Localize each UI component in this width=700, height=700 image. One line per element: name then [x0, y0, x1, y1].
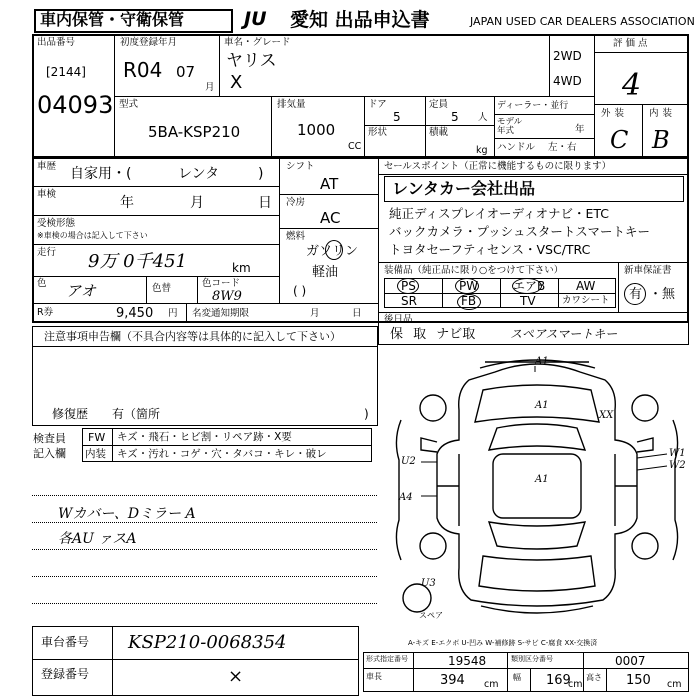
repair-close: ): [364, 407, 369, 421]
equipment-ps-circle: [397, 278, 419, 294]
notes-label: 注意事項申告欄（不具合内容等は具体的に記入して下さい）: [44, 330, 341, 343]
rear-right-wheel-icon: [632, 533, 658, 559]
handwritten-note-2: 各AU ァスA: [58, 531, 137, 547]
color-label: 色: [37, 278, 47, 289]
receipt-label: 受検形態: [37, 218, 76, 229]
name-change-day: 日: [352, 308, 362, 319]
equipment-seat: カワシート: [562, 295, 610, 306]
equipment-tv: TV: [520, 294, 536, 308]
equipment-sr: SR: [401, 294, 417, 308]
aircon-value: AC: [320, 209, 341, 227]
aircon-label: 冷房: [286, 197, 306, 208]
name-change-label: 名変通知期限: [192, 308, 250, 319]
model-year-label: モデル年式: [497, 117, 523, 136]
recycle-label: R券: [37, 307, 54, 318]
plate-value: ×: [228, 666, 244, 687]
sales-headline: レンタカー会社出品: [392, 179, 535, 198]
dealer-label: ディーラー・並行: [497, 101, 569, 111]
capacity-unit: kg: [476, 145, 488, 156]
equipment-label: 装備品（純正品に限り○をつけて下さい）: [384, 265, 564, 276]
lot-label: 出品番号: [37, 37, 76, 48]
spec-class-no: 0007: [615, 654, 646, 668]
spec-height-label: 高さ: [586, 673, 602, 682]
storage-label: 車内保管・守衛保管: [40, 10, 185, 29]
inspection-day: 日: [258, 195, 272, 211]
recycle-value: 9,450: [116, 306, 154, 321]
handwritten-note-1: Wカバー、Dミラー A: [58, 506, 196, 522]
registration-month: 07: [176, 63, 196, 81]
fuel-label: 燃料: [286, 231, 306, 242]
accessories-handwritten: スペアスマートキー: [510, 327, 618, 341]
color-code-value: 8W9: [212, 289, 242, 304]
mark-front-right: XX: [599, 410, 614, 421]
drive-4wd: 4WD: [553, 74, 582, 88]
inspection-month: 月: [190, 195, 204, 211]
mark-roof: A1: [535, 474, 549, 485]
color-code-label: 色コード: [202, 278, 241, 289]
inspector-label-1: 検査員: [33, 432, 66, 445]
warranty-label: 新車保証書: [624, 265, 672, 276]
mark-rear-left: U3: [421, 578, 436, 589]
mileage-value: 9万 0千451: [88, 251, 187, 272]
handle-options: 左・右: [548, 142, 577, 153]
equipment-fb-circle: [457, 294, 481, 310]
shift-value: AT: [320, 175, 339, 193]
mileage-label: 走行: [37, 247, 57, 258]
mark-right-rear-door: W2: [669, 460, 686, 471]
sales-line-1: 純正ディスプレイオーディオナビ・ETC: [389, 206, 610, 221]
displacement-unit: CC: [348, 141, 362, 152]
spec-width-unit: cm: [568, 679, 583, 690]
equipment-aw: AW: [576, 279, 596, 293]
repair-value: 有（箇所: [112, 407, 161, 421]
repair-label: 修復歴: [52, 407, 89, 421]
spec-height: 150: [626, 673, 651, 688]
chassis-label: 車台番号: [41, 635, 90, 649]
sales-points-label: セールスポイント（正常に機能するものに限ります）: [384, 161, 612, 172]
warranty-circle-mark: [624, 283, 646, 305]
front-right-wheel-icon: [632, 395, 658, 421]
inspector-fw: FW: [88, 431, 106, 444]
spec-length-unit: cm: [484, 679, 499, 690]
model-label: 車名・グレード: [224, 37, 291, 48]
doors-label: ドア: [368, 99, 387, 110]
displacement-value: 1000: [297, 121, 336, 139]
history-close: ): [258, 166, 264, 182]
displacement-label: 排気量: [277, 99, 306, 110]
equipment-pw: PW: [459, 279, 479, 293]
inspector-interior-text: キズ・汚れ・コゲ・穴・タバコ・キレ・破レ: [117, 448, 327, 460]
fuel-diesel: 軽油: [312, 265, 339, 280]
exterior-label: 外装: [601, 108, 629, 119]
registration-label: 初度登録年月: [120, 37, 178, 48]
capacity-label: 積載: [429, 127, 449, 138]
equipment-pw-circle: [455, 278, 479, 294]
inspection-year: 年: [120, 195, 134, 211]
type-value: 5BA-KSP210: [148, 123, 241, 141]
history-label: 車歴: [37, 161, 57, 172]
form-title: 愛知 出品申込書: [290, 9, 430, 31]
lot-number: 04093: [37, 91, 114, 119]
rear-left-wheel-icon: [420, 533, 446, 559]
spec-length: 394: [440, 673, 465, 688]
car-damage-diagram: [385, 350, 690, 630]
registration-month-unit: 月: [205, 82, 215, 93]
mark-front-bumper: A1: [535, 356, 549, 367]
shape-label: 形状: [368, 127, 388, 138]
inspection-label: 車検: [37, 189, 57, 200]
spec-width: 169: [546, 673, 571, 688]
mark-hood: A1: [535, 400, 549, 411]
spec-type-no: 19548: [448, 654, 487, 668]
fuel-gasoline: ガソリン: [306, 244, 359, 259]
damage-legend: A-キズ E-エクボ U-凹み W-補修跡 S-サビ C-腐食 XX-交換済: [408, 639, 598, 647]
registration-year: R04: [123, 58, 163, 82]
interior-label: 内装: [649, 108, 677, 119]
ju-logo: JU: [244, 8, 267, 30]
inspector-fw-text: キズ・飛石・ヒビ割・リペア跡・X要: [117, 431, 292, 443]
fuel-circle-mark: [325, 240, 343, 260]
recycle-unit: 円: [168, 308, 178, 319]
warranty-no: ・無: [649, 287, 676, 302]
spec-width-label: 幅: [513, 673, 521, 682]
spec-length-label: 車長: [366, 672, 382, 681]
accessories-items: 保 取 ナビ取: [390, 327, 476, 342]
association-name: JAPAN USED CAR DEALERS ASSOCIATION: [470, 15, 695, 28]
doors-value: 5: [393, 110, 401, 124]
color-change-label: 色替: [152, 283, 172, 294]
plate-label: 登録番号: [41, 667, 90, 681]
mark-right-front-door: W1: [669, 448, 686, 459]
mileage-unit: km: [232, 261, 251, 275]
spec-type-no-label: 形式指定番号: [366, 655, 408, 663]
inspector-label-2: 記入欄: [33, 447, 66, 460]
model-grade: X: [230, 72, 243, 93]
mark-spare: スペア: [419, 611, 443, 620]
equipment-fb: FB: [461, 294, 477, 308]
front-left-wheel-icon: [420, 395, 446, 421]
equipment-ps: PS: [401, 279, 416, 293]
spec-class-label: 類別区分番号: [511, 655, 553, 663]
mark-left-rear-door: A4: [399, 492, 413, 503]
model-year-unit: 年: [575, 124, 585, 135]
interior-grade: B: [652, 126, 670, 154]
seats-value: 5: [451, 110, 459, 124]
seats-unit: 人: [478, 112, 488, 123]
equipment-airbag-circle: [512, 278, 542, 294]
accessories-label: 後日品: [384, 314, 413, 325]
history-value: 自家用・(: [70, 166, 132, 182]
color-value: アオ: [66, 282, 96, 300]
chassis-value: KSP210-0068354: [128, 632, 287, 653]
receipt-note: ※車検の場合は記入して下さい: [37, 231, 148, 240]
type-label: 型式: [119, 99, 139, 110]
equipment-airbag: エアB: [513, 279, 546, 293]
inspector-interior: 内装: [85, 448, 106, 460]
warranty-yes: 有: [629, 287, 643, 302]
exterior-grade: C: [610, 126, 629, 154]
name-change-month: 月: [310, 308, 320, 319]
lot-sub-number: [2144]: [46, 65, 86, 79]
seats-label: 定員: [429, 99, 449, 110]
spec-height-unit: cm: [667, 679, 682, 690]
eval-score: 4: [622, 68, 642, 103]
fuel-other: ( ): [293, 284, 307, 298]
eval-label: 評価点: [613, 38, 651, 49]
history-rental: レンタ: [178, 166, 220, 182]
shift-label: シフト: [286, 161, 315, 172]
model-name: ヤリス: [226, 51, 277, 71]
sales-line-3: トヨタセーフティセンス・VSC/TRC: [389, 242, 591, 257]
sales-line-2: バックカメラ・プッシュスタートスマートキー: [389, 224, 651, 239]
drive-2wd: 2WD: [553, 49, 582, 63]
mark-left-front-door: U2: [401, 456, 416, 467]
handle-label: ハンドル: [497, 142, 536, 153]
